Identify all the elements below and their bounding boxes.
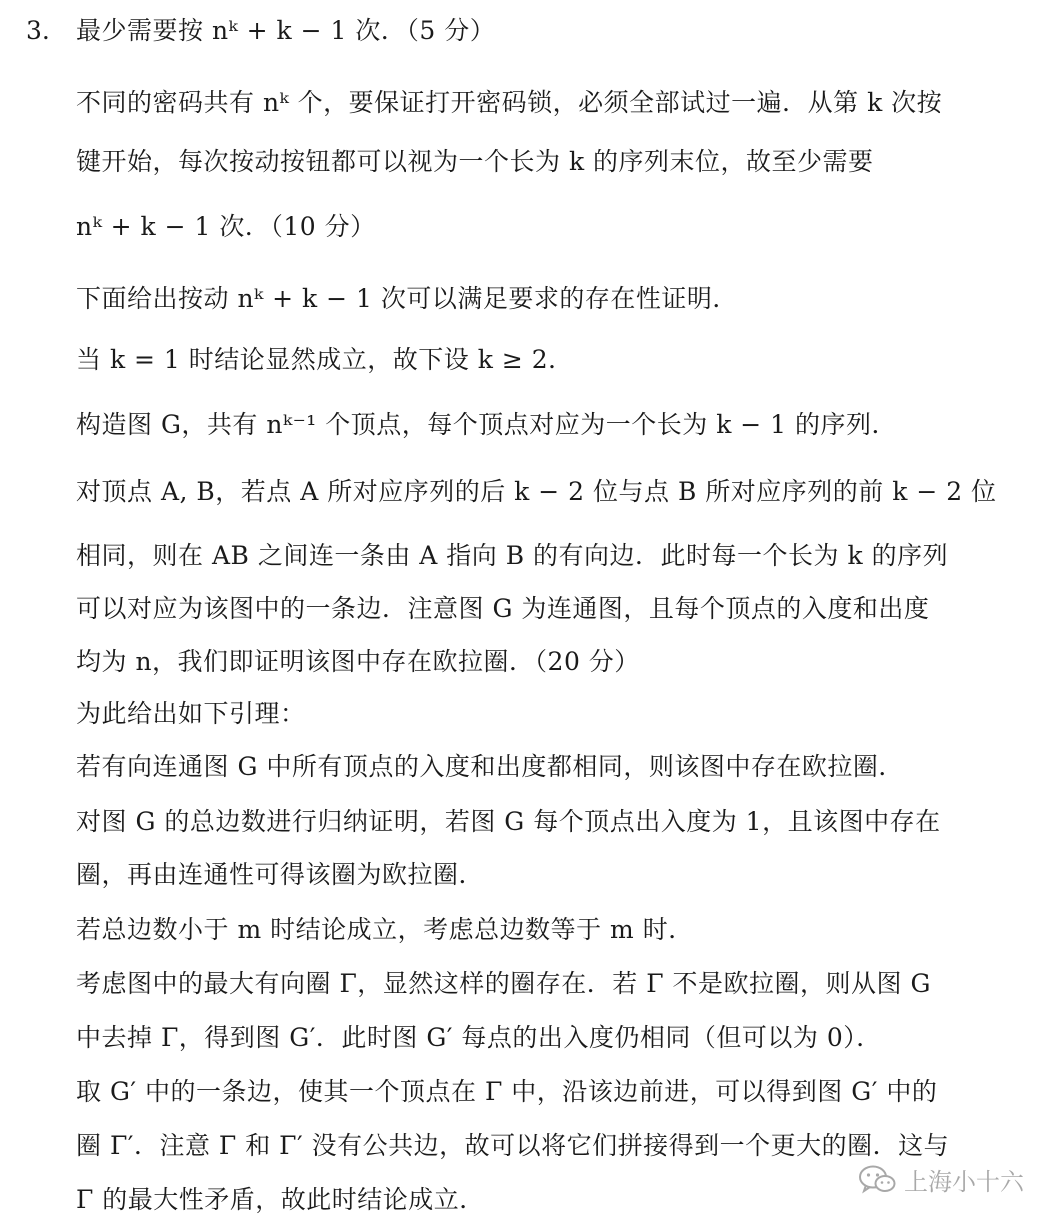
text-line: 相同，则在 AB 之间连一条由 A 指向 B 的有向边．此时每一个长为 k 的序列 <box>76 541 949 570</box>
text-line: 均为 n，我们即证明该图中存在欧拉圈．（20 分） <box>76 647 640 676</box>
text-line: 当 k = 1 时结论显然成立，故下设 k ≥ 2． <box>76 345 574 374</box>
text-line: 最少需要按 nᵏ + k − 1 次．（5 分） <box>76 16 496 45</box>
wechat-logo-icon <box>858 1164 896 1196</box>
watermark-text: 上海小十六 <box>904 1168 1024 1196</box>
text-line: 中去掉 Γ，得到图 G′．此时图 G′ 每点的出入度仍相同（但可以为 0）． <box>76 1023 882 1052</box>
text-line: 下面给出按动 nᵏ + k − 1 次可以满足要求的存在性证明． <box>76 284 738 313</box>
text-line: 为此给出如下引理： <box>76 699 306 728</box>
watermark <box>858 1162 1024 1197</box>
text-line: 考虑图中的最大有向圈 Γ，显然这样的圈存在．若 Γ 不是欧拉圈，则从图 G <box>76 969 931 998</box>
text-line: 若有向连通图 G 中所有顶点的入度和出度都相同，则该图中存在欧拉圈． <box>76 752 904 781</box>
text-line: nᵏ + k − 1 次．（10 分） <box>76 212 376 241</box>
text-line: 构造图 G，共有 nᵏ⁻¹ 个顶点，每个顶点对应为一个长为 k − 1 的序列． <box>76 410 898 439</box>
text-line: 不同的密码共有 nᵏ 个，要保证打开密码锁，必须全部试过一遍．从第 k 次按 <box>76 88 943 117</box>
text-line: 键开始，每次按动按钮都可以视为一个长为 k 的序列末位，故至少需要 <box>76 147 874 176</box>
text-line: 圈 Γ′．注意 Γ 和 Γ′ 没有公共边，故可以将它们拼接得到一个更大的圈．这与 <box>76 1131 950 1160</box>
problem-number: 3. <box>26 16 50 45</box>
text-line: 对顶点 A, B，若点 A 所对应序列的后 k − 2 位与点 B 所对应序列的前 k − 2 位 <box>76 477 997 506</box>
text-line: 取 G′ 中的一条边，使其一个顶点在 Γ 中，沿该边前进，可以得到图 G′ 中的 <box>76 1077 938 1106</box>
text-line: 可以对应为该图中的一条边．注意图 G 为连通图，且每个顶点的入度和出度 <box>76 594 930 623</box>
text-line: 圈，再由连通性可得该圈为欧拉圈． <box>76 860 485 889</box>
text-line: Γ 的最大性矛盾，故此时结论成立． <box>76 1185 485 1214</box>
text-line: 若总边数小于 m 时结论成立，考虑总边数等于 m 时． <box>76 915 694 944</box>
text-line: 对图 G 的总边数进行归纳证明，若图 G 每个顶点出入度为 1，且该图中存在 <box>76 807 941 836</box>
